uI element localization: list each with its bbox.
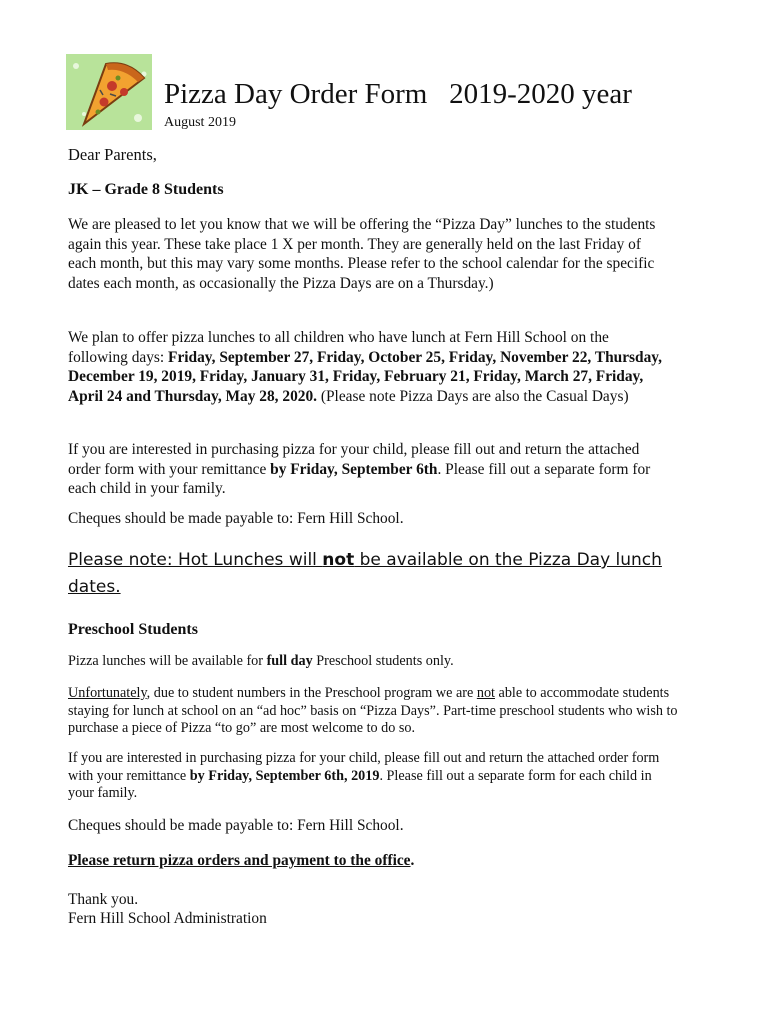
jk-paragraph-2: We plan to offer pizza lunches to all children who have lunch at Fern Hill School on the following days: Friday, September 27, Friday, October 25, Friday, November 22, Thursday, December 19, 2019, Friday, January 31, Friday, February 21, Friday, March 27, Friday, April 24 and Thursday, May 28, 2020. (Please note Pizza Days are also the Casual Days) <box>68 329 662 405</box>
preschool-cheques: Cheques should be made payable to: Fern Hill School. <box>68 817 404 834</box>
greeting: Dear Parents, <box>68 145 157 164</box>
hot-lunch-notice: Please note: Hot Lunches will not be available on the Pizza Day lunch dates. <box>68 550 662 597</box>
jk-paragraph-1: We are pleased to let you know that we will be offering the “Pizza Day” lunches to the students again this year. These take place 1 X per month. They are generally held on the last Friday of each month, but this may vary some months. Please refer to the school calendar for the specific dates each month, as occasionally the Pizza Days are on a Thursday.) <box>68 216 656 292</box>
pizza-dates: Friday, September 27, Friday, October 25, Friday, November 22, Thursday, December 19, 2019, Friday, January 31, Friday, February 21, Friday, March 27, Friday, April 24 and Thursday, May 28, 2020. <box>68 348 662 405</box>
form-title: Pizza Day Order Form 2019-2020 year <box>164 78 632 110</box>
jk-heading: JK – Grade 8 Students <box>68 181 224 198</box>
return-note: Please return pizza orders and payment to the office. <box>68 852 415 869</box>
preschool-heading: Preschool Students <box>68 621 198 638</box>
jk-deadline: by Friday, September 6th <box>270 460 438 478</box>
preschool-paragraph-3: If you are interested in purchasing pizza for your child, please fill out and return the attached order form with your remittance by Friday, September 6th, 2019. Please fill out a separate form for each child in your family. <box>68 750 660 802</box>
preschool-deadline: by Friday, September 6th, 2019 <box>189 767 380 784</box>
preschool-paragraph-2: Unfortunately, due to student numbers in the Preschool program we are not able to accommodate students staying for lunch at school on an “ad hoc” basis on “Pizza Days”. Part-time preschool students who wish to purchase a piece of Pizza “to go” are most welcome to do so. <box>68 685 678 737</box>
closing-thanks: Thank you. <box>68 891 139 908</box>
jk-cheques: Cheques should be made payable to: Fern Hill School. <box>68 510 404 527</box>
jk-paragraph-3: If you are interested in purchasing pizza for your child, please fill out and return the attached order form with your remittance by Friday, September 6th. Please fill out a separate form for each child in your family. <box>68 441 651 498</box>
preschool-paragraph-1: Pizza lunches will be available for full day Preschool students only. <box>68 653 454 669</box>
pizza-slice-icon <box>66 54 152 130</box>
form-date: August 2019 <box>164 115 236 130</box>
closing-signature: Fern Hill School Administration <box>68 910 267 927</box>
